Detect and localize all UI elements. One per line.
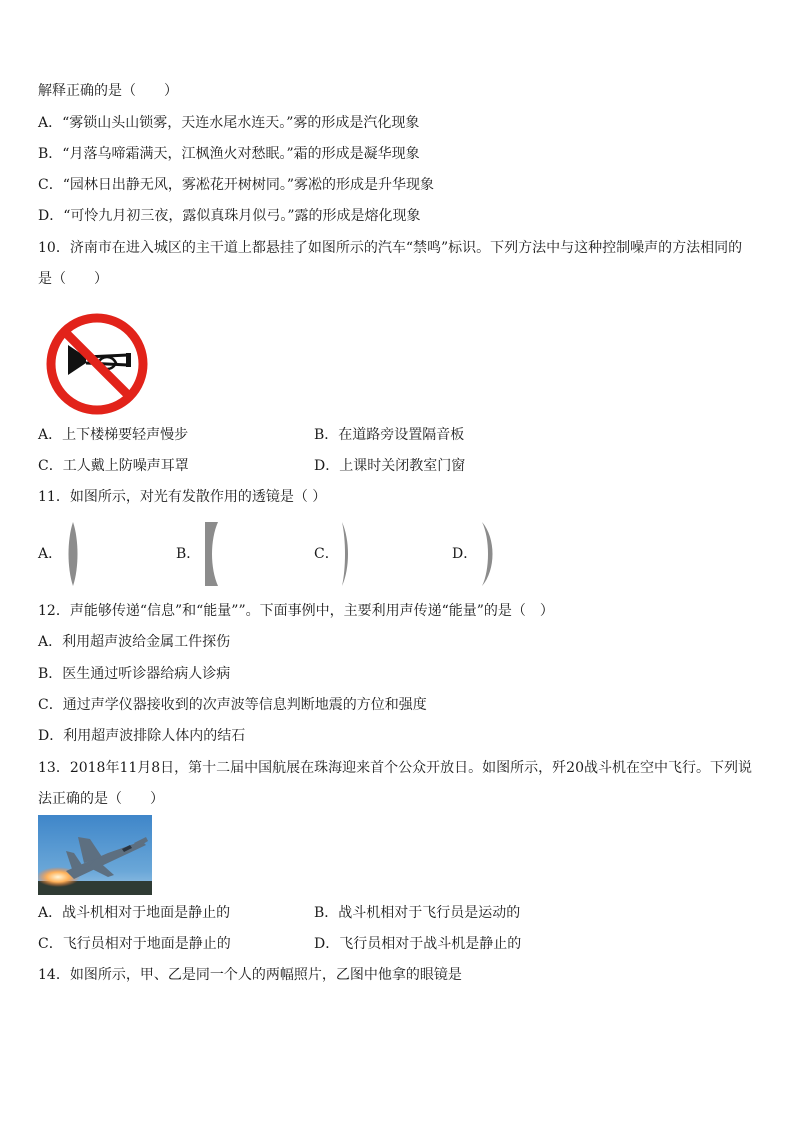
q10-option-a: A．上下楼梯要轻声慢步 — [38, 427, 189, 443]
q10-option-c: C．工人戴上防噪声耳罩 — [38, 458, 189, 474]
q11-label-c: C． — [314, 546, 339, 562]
no-horn-sign-icon — [42, 311, 152, 417]
q11-stem: 11．如图所示，对光有发散作用的透镜是（ ） — [38, 489, 327, 505]
q10-stem-line2: 是（ ） — [38, 271, 108, 287]
q13-option-c: C．飞行员相对于地面是静止的 — [38, 936, 231, 952]
q9-option-c: C．“园林日出静无风，雾凇花开树树同。”雾凇的形成是升华现象 — [38, 177, 435, 193]
convex-lens-a-icon — [66, 520, 80, 592]
q11-label-d: D． — [452, 546, 478, 562]
q13-option-a: A．战斗机相对于地面是静止的 — [38, 905, 231, 921]
fighter-jet-photo — [38, 815, 152, 895]
q11-label-a: A． — [38, 546, 63, 562]
q9-option-a: A．“雾锁山头山锁雾，天连水尾水连天。”雾的形成是汽化现象 — [38, 115, 420, 131]
q10-option-b: B．在道路旁设置隔音板 — [314, 427, 465, 443]
q9-option-b: B．“月落乌啼霜满天，江枫渔火对愁眠。”霜的形成是凝华现象 — [38, 146, 420, 162]
q12-stem: 12．声能够传递“信息”和“能量””。下面事例中，主要利用声传递“能量”的是（ ） — [38, 603, 554, 619]
q12-option-b: B．医生通过听诊器给病人诊病 — [38, 666, 231, 682]
meniscus-lens-d-icon — [480, 520, 498, 592]
q12-option-d: D．利用超声波排除人体内的结石 — [38, 728, 246, 744]
convex-meniscus-lens-c-icon — [340, 520, 352, 592]
q14-stem: 14．如图所示，甲、乙是同一个人的两幅照片，乙图中他拿的眼镜是 — [38, 967, 462, 983]
concave-lens-b-icon — [203, 520, 219, 592]
q9-stem: 解释正确的是（ ） — [38, 83, 178, 99]
q12-option-a: A．利用超声波给金属工件探伤 — [38, 634, 231, 650]
q13-option-b: B．战斗机相对于飞行员是运动的 — [314, 905, 521, 921]
q13-option-d: D．飞行员相对于战斗机是静止的 — [314, 936, 522, 952]
q11-label-b: B． — [176, 546, 201, 562]
q10-stem-line1: 10．济南市在进入城区的主干道上都悬挂了如图所示的汽车“禁鸣”标识。下列方法中与这种控制噪声的方法相同的 — [38, 240, 743, 256]
q12-option-c: C．通过声学仪器接收到的次声波等信息判断地震的方位和强度 — [38, 697, 427, 713]
q9-option-d: D．“可怜九月初三夜，露似真珠月似弓。”露的形成是熔化现象 — [38, 208, 421, 224]
q10-option-d: D．上课时关闭教室门窗 — [314, 458, 466, 474]
q13-stem-line2: 法正确的是（ ） — [38, 791, 164, 807]
q13-stem-line1: 13．2018年11月8日，第十二届中国航展在珠海迎来首个公众开放日。如图所示，歼20战斗机在空中飞行。下列说 — [38, 760, 752, 776]
